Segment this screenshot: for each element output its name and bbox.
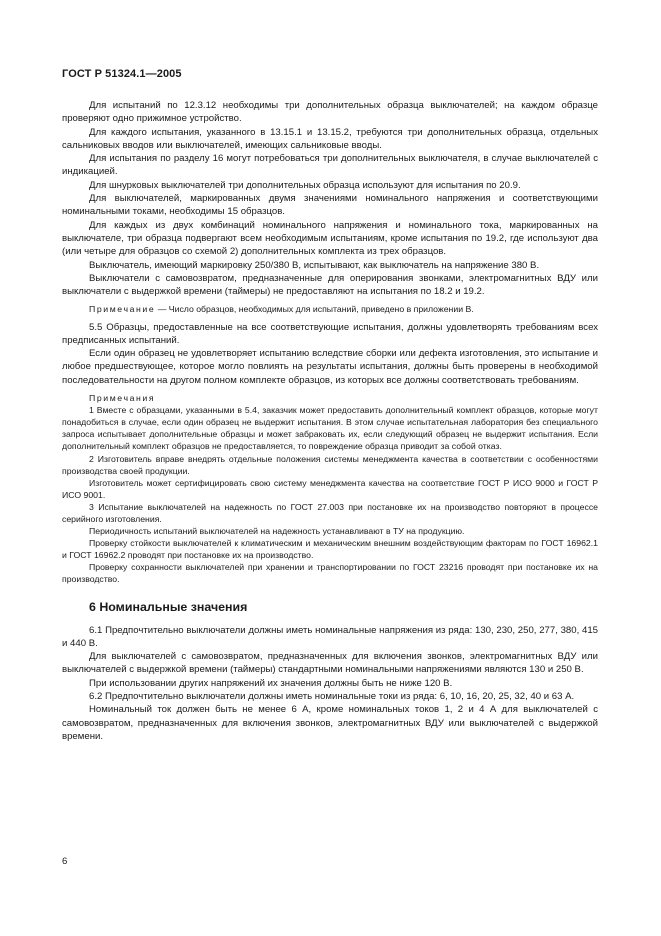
paragraph: Для испытаний по 12.3.12 необходимы три дополнительных образца выключателей; на каждом образце проверяют одно прижимное устройство. xyxy=(62,100,598,125)
paragraph: При использовании других напряжений их значения должны быть не ниже 120 В. xyxy=(89,677,453,689)
paragraph: Выключатели с самовозвратом, предназначенные для оперирования звонками, электромагнитных ВДУ или выключатели с выдержкой времени (таймеры) не предоставляют на испытания по 18.2 и 19.2. xyxy=(62,272,598,298)
paragraph: Номинальный ток должен быть не менее 6 А, кроме номинальных токов 1, 2 и 4 А для выключателей с самовозвратом, предназначенных для включения звонков, электромагнитных ВДУ или выключателей с выдержкой времени. xyxy=(62,704,598,742)
paragraph: Для испытания по разделу 16 могут потребоваться три дополнительных выключателя, в случае выключателей с индикацией. xyxy=(62,153,598,178)
paragraph: Для каждого испытания, указанного в 13.15.1 и 13.15.2, требуются три дополнительных образца, отдельных сальниковых вводов или выключателей, имеющих сальниковые вводы. xyxy=(62,126,598,151)
paragraph: Для шнурковых выключателей три дополнительных образца используют для испытания по 20.9. xyxy=(89,179,521,191)
document-body xyxy=(62,99,598,743)
paragraph: 5.5 Образцы, предоставленные на все соответствующие испытания, должны удовлетворять требованиям всех предписанных испытаний. xyxy=(62,321,598,346)
paragraph: Если один образец не удовлетворяет испытанию вследствие сборки или дефекта изготовления, это испытание и любое предшествующее, которое могло повлиять на результаты испытания, должны быть проверены в необходимой последовательности на другом полном комплекте образцов, из которых все должны соответствовать требованиям. xyxy=(62,348,598,386)
section-title: 6 Номинальные значения xyxy=(89,599,248,614)
notes-label: Примечания xyxy=(89,393,156,404)
note-item: 3 Испытание выключателей на надежность по ГОСТ 27.003 при постановке их на производство повторяют в процессе серийного изготовления. xyxy=(62,501,598,524)
note-item: Проверку стойкости выключателей к климатическим и механическим внешним воздействующим факторам по ГОСТ 16962.1 и ГОСТ 16962.2 проводят при постановке их на производство. xyxy=(62,538,598,561)
paragraph: Для выключателей с самовозвратом, предназначенных для включения звонков, электромагнитных ВДУ или выключателей с выдержкой времени (таймеры) стандартными номинальными напряжениями являются 130 и 250 В. xyxy=(62,651,598,676)
note-body: — Число образцов, необходимых для испытаний, приведено в приложении В. xyxy=(155,304,474,315)
notes-block xyxy=(62,392,598,586)
note-item: 1 Вместе с образцами, указанными в 5.4, заказчик может предоставить дополнительный комплект образцов, которые могут понадобиться в случае, если один образец не выдержит испытания. В этом случае испытательная лаборатория без специального запроса испытывает дополнительные образцы и может забраковать их, если следующий образец не выдержит испытания. Если дополнительный комплект образцов не предоставляется, то повреждение образца приводит за собой отказ. xyxy=(62,405,598,452)
note-text xyxy=(62,303,598,315)
document-header: ГОСТ Р 51324.1—2005 xyxy=(62,68,182,80)
note-label: Примечание xyxy=(89,304,156,315)
paragraph: Для каждых из двух комбинаций номинального напряжения и номинального тока, маркированных на выключателе, три образца подвергают всем необходимым испытаниям, кроме испытания по 19.2, где используют два (или четыре для образцов со схемой 2) дополнительных комплекта из трех образцов. xyxy=(62,219,598,258)
note-item: Периодичность испытаний выключателей на надежность устанавливают в ТУ на продукцию. xyxy=(89,526,465,537)
note-item: Изготовитель может сертифицировать свою систему менеджмента качества на соответствие ГОСТ Р ИСО 9000 и ГОСТ Р ИСО 9001. xyxy=(62,477,598,500)
note-item: 2 Изготовитель вправе внедрять отдельные положения системы менеджмента качества в соответствии с особенностями производства своей продукции. xyxy=(62,453,598,476)
paragraph: 6.2 Предпочтительно выключатели должны иметь номинальные токи из ряда: 6, 10, 16, 20, 25, 32, 40 и 63 А. xyxy=(89,691,575,703)
page-number: 6 xyxy=(62,856,68,867)
paragraph: Выключатель, имеющий маркировку 250/380 В, испытывают, как выключатель на напряжение 380 В. xyxy=(89,259,540,271)
note-item: Проверку сохранности выключателей при хранении и транспортировании по ГОСТ 23216 проводят при постановке их на производство. xyxy=(62,562,598,585)
paragraph: 6.1 Предпочтительно выключатели должны иметь номинальные напряжения из ряда: 130, 230, 250, 277, 380, 415 и 440 В. xyxy=(62,624,598,649)
paragraph: Для выключателей, маркированных двумя значениями номинального напряжения и соответствующими номинальными токами, необходимы 15 образцов. xyxy=(62,193,598,218)
note-block xyxy=(62,303,598,315)
